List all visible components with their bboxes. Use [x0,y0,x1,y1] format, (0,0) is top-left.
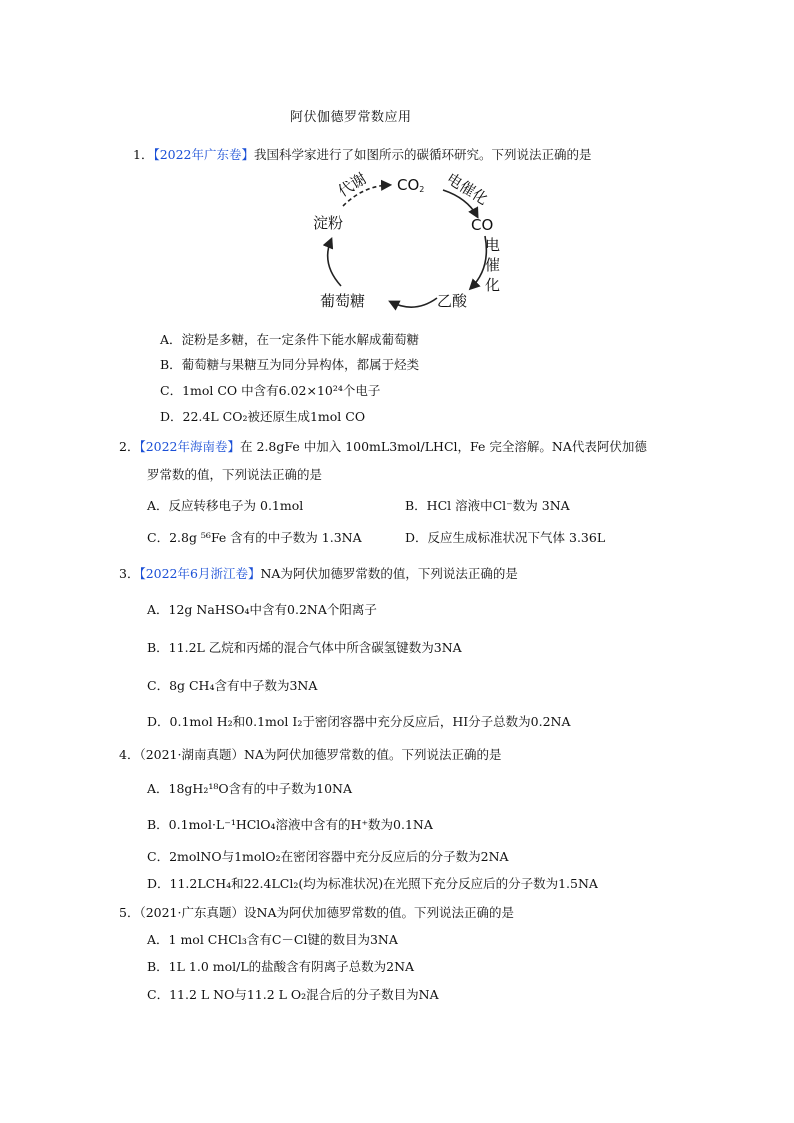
q3-option-a: A．12g NaHSO₄中含有0.2NA个阳离子 [147,602,377,617]
electrocatalysis-char-3: 化 [485,276,501,294]
q3-option-c: C．8g CH₄含有中子数为3NA [147,678,318,693]
q4-option-b: B．0.1mol·L⁻¹HClO₄溶液中含有的H⁺数为0.1NA [147,817,433,832]
question-5 [119,903,514,921]
co2-label: $CO_2$ [397,176,425,194]
electrocatalysis-label-top: 电催化 [443,169,492,209]
q1-option-a: A．淀粉是多糖，在一定条件下能水解成葡萄糖 [160,332,420,347]
q4-option-d: D．11.2LCH₄和22.4LCl₂(均为标准状况)在光照下充分反应后的分子数为1.5NA [147,876,598,891]
q5-option-b: B．1L 1.0 mol/L的盐酸含有阴离子总数为2NA [147,959,415,974]
q1-option-c: C．1mol CO 中含有6.02×10²⁴个电子 [160,383,381,398]
q4-option-a: A．18gH₂¹⁸O含有的中子数为10NA [147,781,352,796]
question-stem: NA为阿伏加德罗常数的值。下列说法正确的是 [244,747,502,762]
question-3 [119,564,518,582]
question-stem: 设NA为阿伏加德罗常数的值。下列说法正确的是 [244,905,514,920]
arrow-acid-to-glucose [391,298,437,307]
question-1 [133,145,592,163]
starch-label: 淀粉 [313,214,344,232]
question-source: （2021·湖南真题） [139,747,244,762]
electrocatalysis-char-1: 电 [485,236,501,254]
q1-option-b: B．葡萄糖与果糖互为同分异构体，都属于烃类 [160,357,420,372]
question-number: 4． [119,747,140,762]
q4-option-c: C．2molNO与1molO₂在密闭容器中充分反应后的分子数为2NA [147,849,509,864]
question-number: 3． [119,566,140,581]
q2-option-d: D．反应生成标准状况下气体 3.36L [405,530,606,545]
q3-option-d: D．0.1mol H₂和0.1mol I₂于密闭容器中充分反应后，HI分子总数为0.2NA [147,714,571,729]
question-4 [119,745,501,763]
question-number: 1． [133,147,154,162]
q2-option-b: B．HCl 溶液中Cl⁻数为 3NA [405,498,570,513]
q5-option-a: A．1 mol CHCl₃含有C－Cl键的数目为3NA [147,932,398,947]
question-2 [119,437,647,455]
question-source: 【2022年广东卷】 [153,147,255,162]
question-source: 【2022年6月浙江卷】 [139,566,261,581]
q2-option-a: A．反应转移电子为 0.1mol [147,498,304,513]
q3-option-b: B．11.2L 乙烷和丙烯的混合气体中所含碳氢键数为3NA [147,640,462,655]
arrow-glucose-to-starch [328,240,341,286]
co-label: CO [471,216,494,234]
acetic-acid-label: 乙酸 [437,292,468,310]
electrocatalysis-char-2: 催 [485,256,501,274]
question-number: 5． [119,905,140,920]
metabolism-label: 代谢 [334,169,370,201]
question-source: （2021·广东真题） [139,905,244,920]
q5-option-c: C．11.2 L NO与11.2 L O₂混合后的分子数目为NA [147,987,439,1002]
question-source: 【2022年海南卷】 [139,439,241,454]
carbon-cycle-diagram [305,168,515,318]
page-title: 阿伏伽德罗常数应用 [290,110,412,125]
q2-option-c: C．2.8g ⁵⁶Fe 含有的中子数为 1.3NA [147,530,362,545]
q2-stem-line2: 罗常数的值，下列说法正确的是 [147,467,323,482]
question-number: 2． [119,439,140,454]
question-stem: 我国科学家进行了如图所示的碳循环研究。下列说法正确的是 [254,147,592,162]
question-stem-line1: 在 2.8gFe 中加入 100mL3mol/LHCl，Fe 完全溶解。NA代表阿伏加德 [240,439,647,454]
question-stem: NA为阿伏加德罗常数的值，下列说法正确的是 [260,566,518,581]
glucose-label: 葡萄糖 [320,292,366,310]
q1-option-d: D．22.4L CO₂被还原生成1mol CO [160,409,366,424]
